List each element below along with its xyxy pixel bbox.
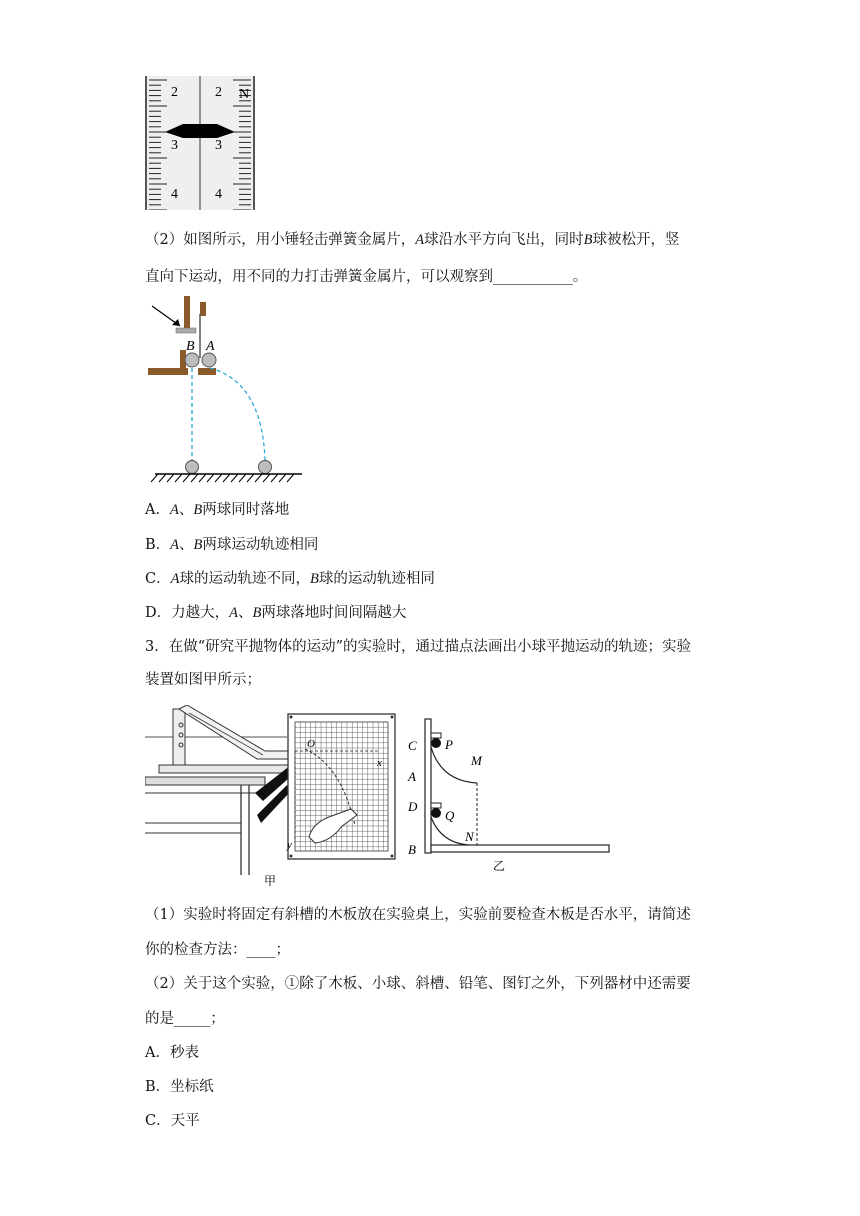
option-letter: B． (145, 1079, 171, 1095)
q2-option-a[interactable] (145, 500, 289, 520)
q2-option-d[interactable] (145, 603, 406, 623)
option-letter: C． (145, 1113, 171, 1129)
q2-stem-text: 直向下运动，用不同的力打击弹簧金属片，可以观察到 (145, 269, 493, 285)
q3-sub1-line2 (145, 940, 290, 960)
spring-scale-figure (145, 76, 255, 210)
jia-caption: 甲 (264, 874, 277, 888)
option-text: 两球同时落地 (202, 502, 290, 518)
option-text: 、 (179, 537, 194, 553)
jia-origin-label: O (307, 738, 315, 750)
q3-stem-line2: 装置如图甲所示； (145, 672, 261, 688)
q3-sub2-text: 的是 (145, 1011, 174, 1027)
q2-stem-text: 球被松开，竖 (592, 232, 680, 248)
q3-option-c[interactable] (145, 1111, 200, 1131)
var-b: B (252, 605, 262, 621)
var-b: B (193, 537, 203, 553)
option-text: 球的运动轨迹相同 (318, 571, 435, 587)
scale-label-left-4: 4 (171, 187, 178, 202)
var-a: A (170, 571, 180, 587)
q2-stem-line1 (145, 230, 679, 250)
answer-blank[interactable]: ___________ (493, 269, 573, 285)
q2-stem-text: 球沿水平方向飞出，同时 (424, 232, 584, 248)
label-ball-b: B (186, 339, 195, 354)
option-text: 、 (178, 502, 194, 518)
q3-option-a[interactable] (145, 1043, 199, 1063)
yi-label-a: A (408, 769, 416, 784)
yi-label-c: C (408, 738, 417, 753)
q3-sub1-text: ； (275, 942, 290, 958)
jia-axis-x-label: x (377, 757, 382, 769)
var-b: B (193, 502, 203, 518)
option-letter: B． (145, 537, 171, 553)
option-text: 天平 (170, 1113, 200, 1129)
scale-label-right-3: 3 (215, 138, 222, 153)
answer-blank[interactable]: _____ (174, 1011, 211, 1027)
answer-blank[interactable]: ____ (246, 942, 276, 958)
q3-stem-line1: 3．在做“研究平抛物体的运动”的实验时，通过描点法画出小球平抛运动的轨迹；实验 (145, 639, 692, 655)
yi-caption: 乙 (493, 859, 506, 873)
var-a: A (415, 232, 425, 248)
yi-label-b: B (408, 842, 416, 857)
q3-sub2-text: ； (210, 1011, 225, 1027)
q3-sub2-line1: （2）关于这个实验，①除了木板、小球、斜槽、铅笔、图钉之外，下列器材中还需要 (145, 976, 691, 992)
option-text: 坐标纸 (170, 1079, 214, 1095)
var-a: A (170, 537, 180, 553)
var-a: A (169, 502, 179, 518)
scale-unit-label: N (239, 87, 250, 102)
q2-stem-text: 。 (572, 269, 588, 285)
jia-axis-y-label: y (287, 839, 292, 851)
scale-label-left-3: 3 (171, 138, 178, 153)
option-text: 两球落地时间间隔越大 (261, 605, 407, 621)
var-b: B (583, 232, 593, 248)
option-text: 、 (238, 605, 253, 621)
yi-label-p: P (445, 737, 453, 752)
yi-label-q: Q (445, 808, 455, 823)
option-letter: C． (145, 571, 171, 587)
q3-sub1-line1: （1）实验时将固定有斜槽的木板放在实验桌上，实验前要检查木板是否水平，请简述 (145, 907, 691, 923)
scale-label-left-2: 2 (171, 85, 178, 100)
label-ball-a: A (206, 339, 215, 354)
figure-jia-apparatus (145, 705, 405, 890)
var-a: A (229, 605, 238, 621)
option-letter: A． (145, 1045, 170, 1061)
q2-option-b[interactable] (145, 535, 318, 555)
scale-label-right-2: 2 (215, 85, 222, 100)
scale-label-right-4: 4 (215, 187, 222, 202)
option-text: 两球运动轨迹相同 (202, 537, 319, 553)
q2-option-c[interactable] (145, 569, 435, 589)
q3-sub2-line2 (145, 1009, 225, 1029)
q2-stem-line2 (145, 267, 587, 287)
q3-option-b[interactable] (145, 1077, 214, 1097)
option-text: 力越大， (171, 605, 230, 621)
yi-label-m: M (471, 753, 482, 768)
figure-yi-apparatus (405, 715, 615, 880)
q2-stem-text: （2）如图所示，用小锤轻击弹簧金属片， (145, 232, 416, 248)
option-text: 球的运动轨迹不同， (179, 571, 310, 587)
falling-balls-figure (140, 296, 310, 486)
option-letter: D． (145, 605, 172, 621)
var-b: B (309, 571, 319, 587)
option-letter: A． (145, 502, 170, 518)
q3-sub1-text: 你的检查方法： (145, 942, 247, 958)
yi-label-d: D (408, 799, 418, 814)
yi-label-n: N (465, 829, 474, 844)
option-text: 秒表 (169, 1045, 199, 1061)
